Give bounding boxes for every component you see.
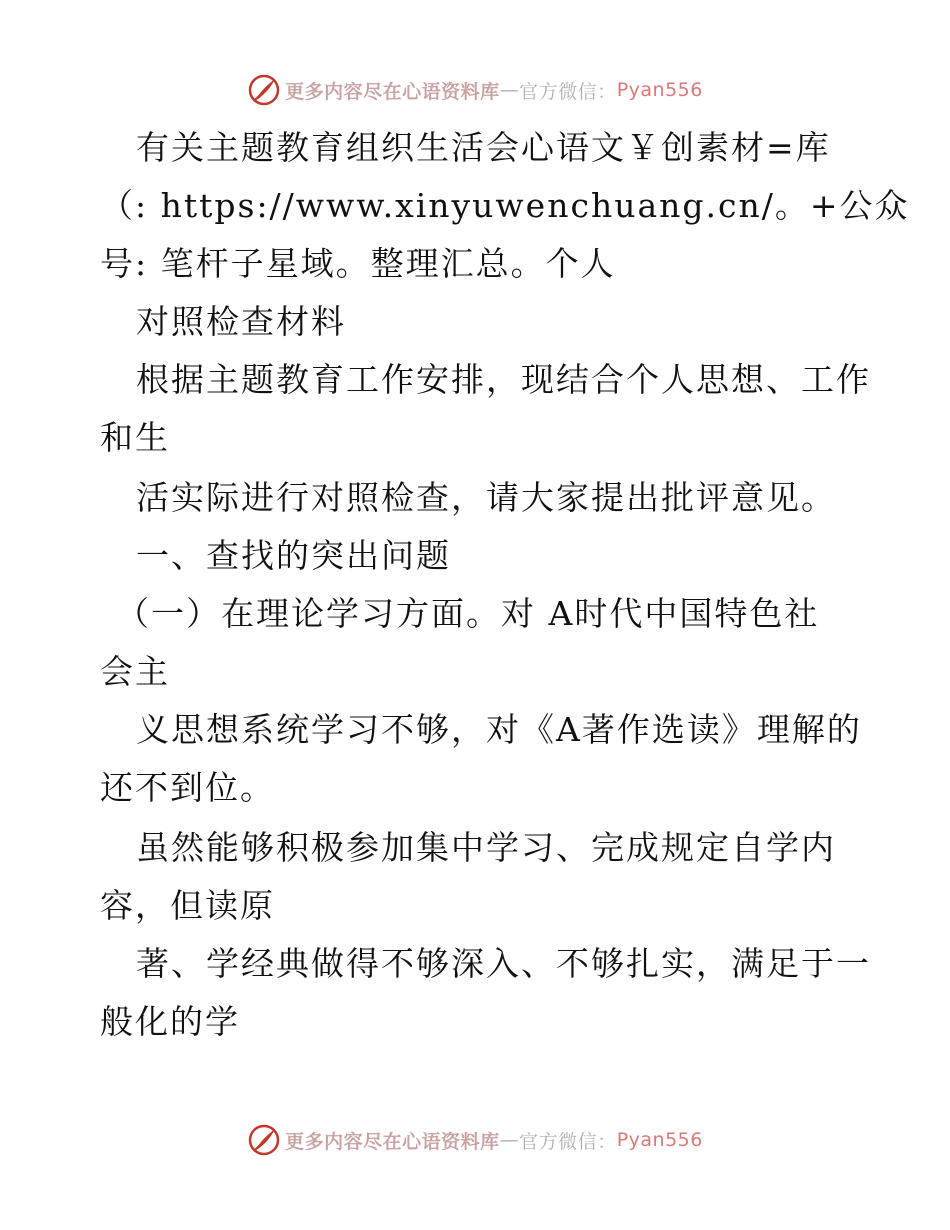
doc-line: 著、学经典做得不够深入、不够扎实，满足于一: [136, 944, 871, 983]
banner-title: 更多内容尽在心语资料库: [285, 1130, 500, 1153]
feather-pen-logo-icon: [247, 73, 281, 107]
banner-wechat-label: 官方微信：: [519, 80, 617, 103]
doc-line: 有关主题教育组织生活会心语文￥创素材=库: [136, 128, 831, 167]
doc-line: 般化的学: [100, 1002, 240, 1041]
feather-pen-logo-icon: [247, 1123, 281, 1157]
banner-wechat-id: Pyan556: [616, 1129, 703, 1151]
doc-line: 活实际进行对照检查，请大家提出批评意见。: [136, 478, 836, 517]
doc-line: 还不到位。: [100, 768, 275, 807]
doc-line: 一、查找的突出问题: [136, 536, 451, 575]
doc-line: 容，但读原: [100, 886, 275, 925]
doc-line: （一）在理论学习方面。对 A时代中国特色社: [116, 594, 820, 633]
footer-banner: [0, 1122, 950, 1158]
banner-dash: —: [499, 79, 520, 101]
banner-wechat-label: 官方微信：: [519, 1130, 617, 1153]
doc-line: 根据主题教育工作安排，现结合个人思想、工作: [136, 360, 871, 399]
doc-line: 号: 笔杆子星域。整理汇总。个人: [100, 244, 616, 283]
doc-line: 和生: [100, 418, 170, 457]
doc-line: 义思想系统学习不够，对《A著作选读》理解的: [136, 710, 862, 749]
doc-line: 对照检查材料: [136, 302, 346, 341]
banner-dash: —: [499, 1129, 520, 1151]
doc-line: 虽然能够积极参加集中学习、完成规定自学内: [136, 828, 836, 867]
banner-title: 更多内容尽在心语资料库: [285, 80, 500, 103]
doc-line: （: https://www.xinyuwenchuang.cn/。+公众: [100, 186, 910, 225]
header-banner: [0, 72, 950, 108]
doc-line: 会主: [100, 652, 170, 691]
banner-wechat-id: Pyan556: [616, 79, 703, 101]
